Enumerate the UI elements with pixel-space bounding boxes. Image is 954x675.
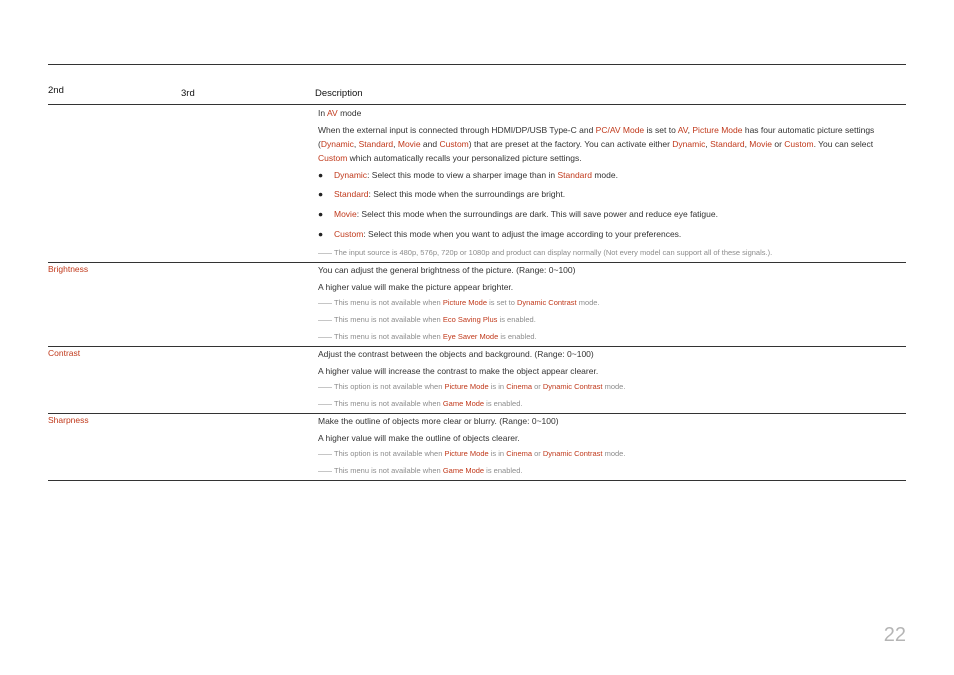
note-dash-icon: —— xyxy=(318,315,331,324)
bullet-dot: ● xyxy=(318,170,324,180)
contrast-note-2: —— This menu is not available when Game Mode is enabled. xyxy=(318,399,523,408)
note-dash-icon: —— xyxy=(318,248,331,257)
sharpness-desc-1: Make the outline of objects more clear or blurry. (Range: 0~100) xyxy=(318,416,559,426)
header-description: Description xyxy=(315,88,363,99)
row-label-contrast: Contrast xyxy=(48,348,81,358)
header-2nd: 2nd xyxy=(48,85,64,96)
bullet-movie: ● Movie: Select this mode when the surroundings are dark. This will save power and reduce eye fatigue. xyxy=(318,209,718,219)
note-dash-icon: —— xyxy=(318,399,331,408)
contrast-note-1: —— This option is not available when Picture Mode is in Cinema or Dynamic Contrast mode. xyxy=(318,382,626,391)
brightness-desc-1: You can adjust the general brightness of the picture. (Range: 0~100) xyxy=(318,265,576,275)
sharpness-note-2: —— This menu is not available when Game Mode is enabled. xyxy=(318,466,523,475)
sharpness-desc-2: A higher value will make the outline of objects clearer. xyxy=(318,433,520,443)
brightness-desc-2: A higher value will make the picture appear brighter. xyxy=(318,282,514,292)
top-rule xyxy=(48,64,906,65)
note-dash-icon: —— xyxy=(318,332,331,341)
sharpness-note-1: —— This option is not available when Picture Mode is in Cinema or Dynamic Contrast mode. xyxy=(318,449,626,458)
bullet-dot: ● xyxy=(318,209,324,219)
page-number: 22 xyxy=(883,624,906,646)
row-label-sharpness: Sharpness xyxy=(48,415,89,425)
note-dash-icon: —— xyxy=(318,449,331,458)
brightness-note-1: —— This menu is not available when Picture Mode is set to Dynamic Contrast mode. xyxy=(318,298,600,307)
note-dash-icon: —— xyxy=(318,382,331,391)
bullet-dot: ● xyxy=(318,189,324,199)
header-3rd: 3rd xyxy=(181,88,195,99)
note-dash-icon: —— xyxy=(318,298,331,307)
contrast-desc-2: A higher value will increase the contrast to make the object appear clearer. xyxy=(318,366,599,376)
table-bottom-rule xyxy=(48,480,906,481)
note-input-source: —— The input source is 480p, 576p, 720p or 1080p and product can display normally (Not every model can support all of these signals.). xyxy=(318,248,773,257)
picture-mode-paragraph: When the external input is connected through HDMI/DP/USB Type-C and PC/AV Mode is set to AV, Picture Mode has four automatic picture settings (Dynamic, Standard, Movie and Custom) that are preset at the factory. You can activate either Dynamic, Standard, Movie or Custom. You can select Custom which automatically recalls your personalized picture settings. xyxy=(318,125,875,163)
bullet-dynamic: ● Dynamic: Select this mode to view a sharper image than in Standard mode. xyxy=(318,170,618,180)
bullet-standard: ● Standard: Select this mode when the surroundings are bright. xyxy=(318,189,566,199)
contrast-desc-1: Adjust the contrast between the objects and background. (Range: 0~100) xyxy=(318,349,594,359)
bullet-custom: ● Custom: Select this mode when you want to adjust the image according to your preferences. xyxy=(318,229,682,239)
in-av-mode-line: In AV mode xyxy=(318,108,362,118)
note-dash-icon: —— xyxy=(318,466,331,475)
brightness-note-2: —— This menu is not available when Eco Saving Plus is enabled. xyxy=(318,315,536,324)
row-label-brightness: Brightness xyxy=(48,264,89,274)
brightness-note-3: —— This menu is not available when Eye Saver Mode is enabled. xyxy=(318,332,537,341)
header-rule xyxy=(48,104,906,105)
bullet-dot: ● xyxy=(318,229,324,239)
